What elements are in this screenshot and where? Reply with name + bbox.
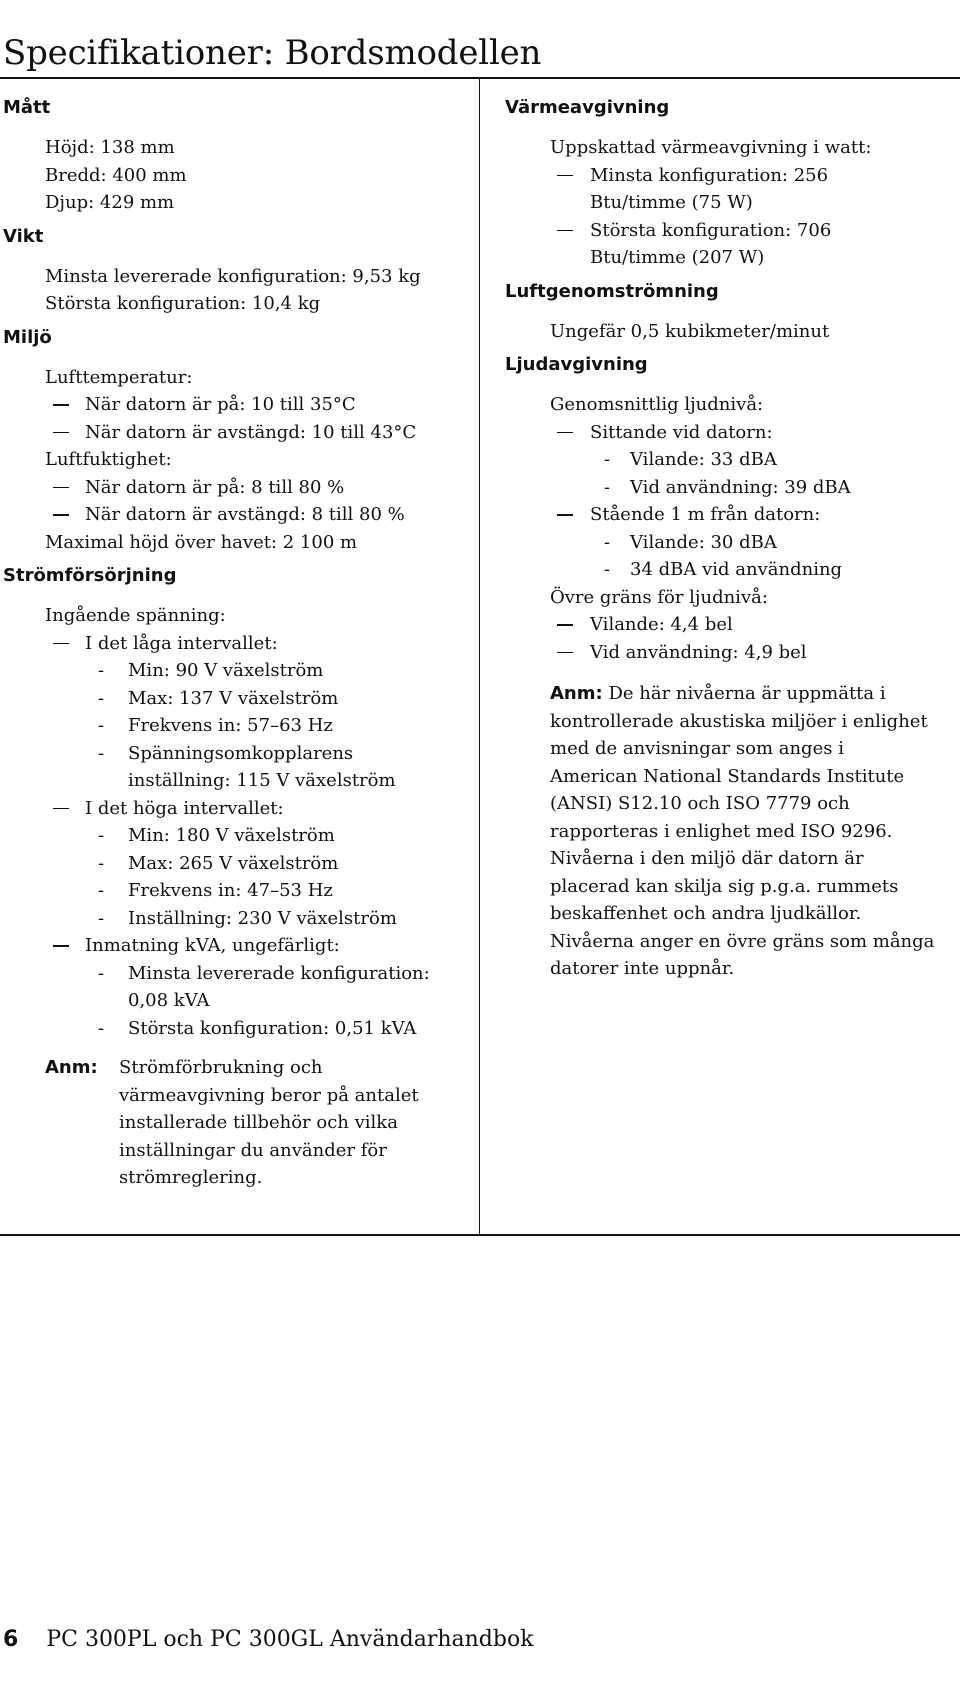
list-item: - Vilande: 33 dBA (604, 449, 777, 470)
avg-sound-label: Genomsnittlig ljudnivå: (550, 394, 764, 415)
list-item: - Max: 137 V växelström (98, 687, 339, 709)
list-item: Vilande: 4,4 bel (505, 611, 958, 639)
humidity-label: Luftfuktighet: (45, 449, 172, 470)
dash-bullet-icon (557, 514, 573, 516)
section-heading-stromforsorjning: Strömförsörjning (3, 565, 177, 586)
section-heading-matt: Mått (3, 97, 51, 118)
section-heading-vikt: Vikt (3, 225, 44, 247)
note-label: Anm: (550, 683, 603, 704)
list-item-continuation: 0,08 kVA (128, 990, 210, 1011)
list-item: Vid användning: 4,9 bel (505, 639, 958, 667)
dash-bullet-icon (53, 945, 69, 947)
page-footer (3, 1625, 534, 1655)
list-item: - Inställning: 230 V växelström (98, 907, 397, 929)
list-item: - Minsta levererade konfiguration: (98, 962, 430, 984)
list-item-continuation: inställning: 115 V växelström (128, 770, 396, 791)
power-note: Anm: Strömförbrukning och värmeavgivning beror på antalet installerade tillbehör och vilka inställningar du använder för strömreglering. (3, 1054, 471, 1192)
dash-bullet-icon (53, 514, 69, 516)
section-heading-miljo: Miljö (3, 326, 52, 348)
dash-bullet-icon (557, 230, 573, 232)
heat-intro: Uppskattad värmeavgivning i watt: (550, 137, 872, 158)
note-label: Anm: (45, 1057, 98, 1078)
dash-bullet-icon (53, 432, 69, 434)
left-column (3, 96, 471, 1192)
dash-bullet-icon (557, 432, 573, 434)
dash-bullet-icon (557, 624, 573, 626)
list-item-continuation: Btu/timme (75 W) (590, 192, 753, 213)
sound-note: Anm: De här nivåerna är uppmätta i kontrollerade akustiska miljöer i enlighet med de anvisningar som anges i American National Standards Institute (ANSI) S12.10 och ISO 7779 och rapporteras i enlighet med ISO 9296. Nivåerna i den miljö där datorn är placerad kan skilja sig p.g.a. rummets beskaffenhet och andra ljudkällor. Nivåerna anger en övre gräns som många datorer inte uppnår. (550, 683, 935, 979)
dash-bullet-icon (557, 175, 573, 177)
list-item: - Spänningsomkopplarens (98, 742, 354, 764)
list-item: Minsta konfiguration: 256 (505, 162, 958, 190)
list-item: När datorn är avstängd: 8 till 80 % (3, 501, 471, 529)
list-item: - Vilande: 30 dBA (604, 531, 777, 553)
list-item: - Vid användning: 39 dBA (604, 476, 851, 498)
air-temp-label: Lufttemperatur: (45, 366, 193, 388)
list-item: I det höga intervallet: (3, 795, 471, 823)
column-divider (479, 79, 480, 1234)
dash-bullet-icon (53, 643, 69, 645)
top-rule (0, 77, 960, 79)
list-item: När datorn är på: 8 till 80 % (3, 474, 471, 502)
list-item-continuation: Btu/timme (207 W) (590, 247, 765, 268)
dash-bullet-icon (53, 808, 69, 810)
airflow-value: Ungefär 0,5 kubikmeter/minut (550, 320, 830, 342)
list-item: Inmatning kVA, ungefärligt: (3, 932, 471, 960)
max-altitude: Maximal höjd över havet: 2 100 m (45, 531, 358, 553)
page-number: 6 (3, 1627, 19, 1652)
list-item: När datorn är avstängd: 10 till 43°C (3, 419, 471, 447)
list-item: I det låga intervallet: (3, 630, 471, 658)
weight-min: Minsta levererade konfiguration: 9,53 kg (45, 265, 421, 287)
right-column (505, 96, 958, 983)
list-item: - 34 dBA vid användning (604, 559, 843, 580)
dimension-depth: Djup: 429 mm (45, 192, 175, 213)
dash-bullet-icon (53, 487, 69, 489)
list-item: Största konfiguration: 706 (505, 217, 958, 245)
list-item: - Max: 265 V växelström (98, 852, 339, 874)
dimension-width: Bredd: 400 mm (45, 164, 187, 186)
list-item: - Min: 90 V växelström (98, 660, 324, 681)
book-title: PC 300PL och PC 300GL Användarhandbok (46, 1627, 534, 1652)
page-title: Specifikationer: Bordsmodellen (3, 32, 542, 73)
bottom-rule (0, 1234, 960, 1236)
list-item: - Frekvens in: 47–53 Hz (98, 880, 333, 901)
section-heading-varmeavgivning: Värmeavgivning (505, 97, 670, 118)
upper-sound-label: Övre gräns för ljudnivå: (550, 586, 768, 608)
list-item: - Största konfiguration: 0,51 kVA (98, 1017, 417, 1039)
dash-bullet-icon (53, 404, 69, 406)
list-item: Sittande vid datorn: (505, 419, 958, 447)
dimension-height: Höjd: 138 mm (45, 137, 175, 158)
list-item: - Min: 180 V växelström (98, 825, 335, 846)
weight-max: Största konfiguration: 10,4 kg (45, 293, 321, 314)
list-item: - Frekvens in: 57–63 Hz (98, 715, 333, 736)
list-item: Stående 1 m från datorn: (505, 501, 958, 529)
input-voltage-label: Ingående spänning: (45, 605, 226, 626)
dash-bullet-icon (557, 652, 573, 654)
list-item: När datorn är på: 10 till 35°C (3, 391, 471, 419)
section-heading-luftgenomstromning: Luftgenomströmning (505, 280, 719, 302)
section-heading-ljudavgivning: Ljudavgivning (505, 354, 648, 375)
